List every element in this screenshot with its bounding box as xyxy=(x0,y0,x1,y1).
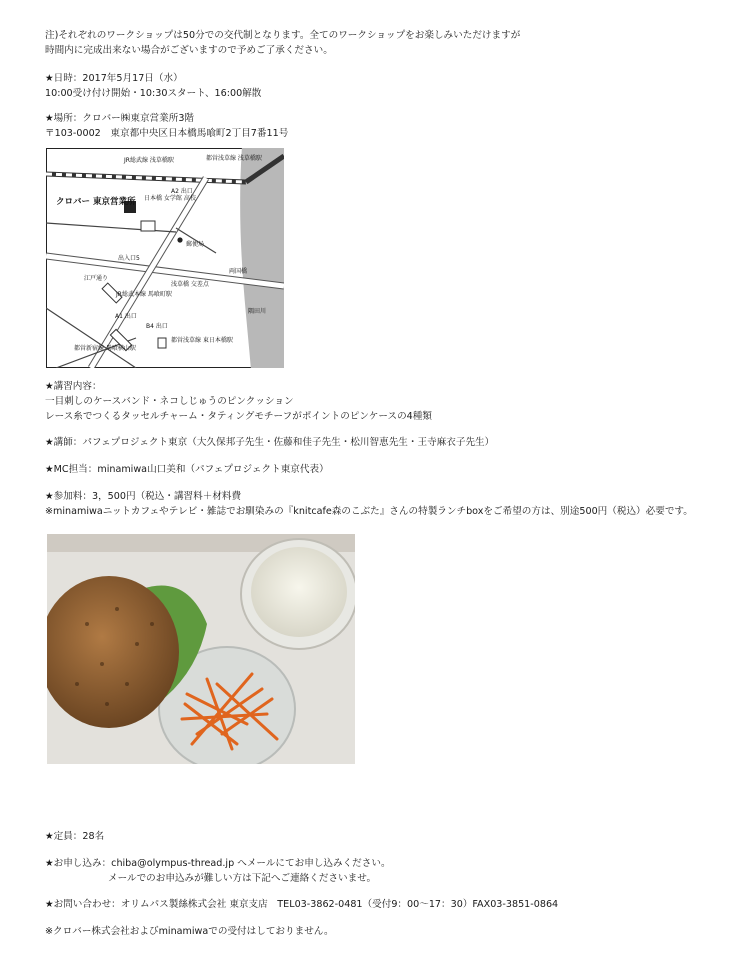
map-label-toei-asakusa: 都営浅草線 浅草橋駅 xyxy=(206,155,262,162)
mc-line: ★MC担当：minamiwa山口美和（パフェプロジェクト東京代表） xyxy=(45,464,329,475)
contact-line: ★お問い合わせ：オリムパス製絲株式会社 東京支店 TEL03-3862-0481（受付9：00～17：30）FAX03-3851-0864 xyxy=(45,899,559,910)
course-item-1: 一目刺しのケースバンド・ネコしじゅうのピンクッション xyxy=(45,396,294,407)
apply-line-1: ★お申し込み：chiba@olympus-thread.jp へメールにてお申し込みください。 xyxy=(45,858,391,869)
map-label-clover-office: クロバー 東京営業所 xyxy=(56,197,136,207)
map-label-a1-exit: A1 出口 xyxy=(115,313,137,320)
intro-line-1: 注)それぞれのワークショップは50分での交代制となります。全てのワークショップをお楽しみいただけますが xyxy=(45,30,521,41)
map-label-edo-dori: 江戸通り xyxy=(84,275,109,282)
date-heading: ★日時：2017年5月17日（水） xyxy=(45,73,183,84)
place-address: 〒103-0002 東京都中央区日本橋馬喰町2丁目7番11号 xyxy=(45,128,289,139)
map-label-ryogoku: 両国橋 xyxy=(229,268,248,275)
map-label-bakurocho: JR総武本線 馬喰町駅 xyxy=(116,291,172,298)
map-label-asakusa-bashi: 浅草橋 交差点 xyxy=(171,281,209,288)
course-heading: ★講習内容： xyxy=(45,381,102,392)
map-label-exit5: 出入口5 xyxy=(118,255,140,262)
capacity-line: ★定員：28名 xyxy=(45,831,105,842)
map-label-jr-sobu: JR総武線 浅草橋駅 xyxy=(124,157,174,164)
map-label-girls-school: 日本橋 女学館 高校 xyxy=(144,195,196,202)
map-label-higashi-nihonbashi: 都営浅草線 東日本橋駅 xyxy=(171,337,233,344)
post-office-marker xyxy=(177,237,182,242)
map-label-a2-exit: A2 出口 xyxy=(171,188,193,195)
course-item-2: レース糸でつくるタッセルチャーム・タティングモチーフがポイントのピンケースの4種類 xyxy=(45,411,432,422)
lunch-box-photo xyxy=(47,534,355,764)
date-detail: 10:00受け付け開始・10:30スタート、16:00解散 xyxy=(45,88,262,99)
map-label-sumida: 隅田川 xyxy=(248,308,267,315)
map-label-post-office: 郵便局 xyxy=(186,241,205,248)
footer-note: ※クロバー株式会社およびminamiwaでの受付はしておりません。 xyxy=(45,926,334,937)
instructors-line: ★講師：パフェプロジェクト東京（大久保邦子先生・佐藤和佳子先生・松川智恵先生・王寺麻衣子先生） xyxy=(45,437,495,448)
map-label-shinjuku-line: 都営新宿線 馬喰横山駅 xyxy=(74,345,136,352)
fee-heading: ★参加料：3，500円（税込・講習料＋材料費 xyxy=(45,491,242,502)
place-heading: ★場所：クロバー㈱東京営業所3階 xyxy=(45,113,195,124)
access-map xyxy=(46,148,284,368)
fee-note: ※minamiwaニットカフェやテレビ・雑誌でお馴染みの『knitcafe森のこぶた』さんの特製ランチboxをご希望の方は、別途500円（税込）必要です。 xyxy=(45,506,693,517)
intro-line-2: 時間内に完成出来ない場合がございますので予めご了承ください。 xyxy=(45,45,333,56)
map-label-b4-exit: B4 出口 xyxy=(146,323,168,330)
apply-line-2: メールでのお申込みが難しい方は下記へご連絡くださいませ。 xyxy=(108,873,377,884)
